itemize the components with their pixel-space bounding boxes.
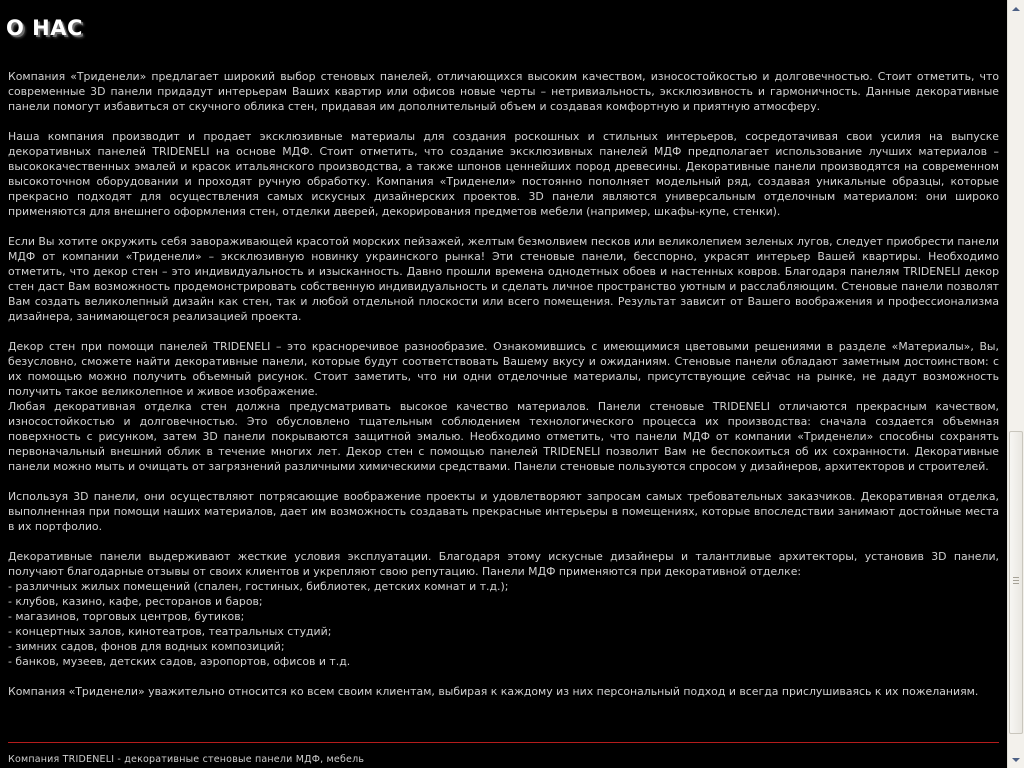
scrollbar-thumb[interactable] [1009,431,1023,734]
arrow-up-icon [1012,7,1020,11]
paragraph-1: Компания «Триденели» предлагает широкий выбор стеновых панелей, отличающихся высоким качеством, износостойкостью и долговечностью. Стоит отметить, что современные 3D панели придадут интерьерам Ваших квартир или офисов новые черты – нетривиальность, эксклюзивность и гармоничность. Данные декоративные панели помогут избавиться от скучного облика стен, придавая им дополнительный объем и создавая комфортную и приятную атмосферу. [8,70,999,113]
list-item: - концертных залов, кинотеатров, театральных студий; [8,625,332,638]
footer-divider [8,742,999,743]
paragraph-5: Любая декоративная отделка стен должна предусматривать высокое качество материалов. Панели стеновые TRIDENELI отличаются прекрасным качеством, износостойкостью и долговечностью. Это обусловлено тщательным соблюдением технологического процесса их производства: сначала создается объемная поверхность с рисунком, затем 3D панели покрываются защитной эмалью. Необходимо отметить, что панели МДФ от компании «Триденели» способны сохранять первоначальный внешний облик в течение многих лет. Декор стен с помощью панелей TRIDENELI позволит Вам не беспокоиться об их сохранности. Декоративные панели можно мыть и очищать от загрязнений различными химическими средствами. Панели стеновые пользуются спросом у дизайнеров, архитекторов и строителей. [8,400,999,473]
paragraph-4: Декор стен при помощи панелей TRIDENELI – это красноречивое разнообразие. Ознакомившись с имеющимися цветовыми решениями в разделе «Материалы», Вы, безусловно, сможете найти декоративные панели, которые будут соответствовать Вашему вкусу и ожиданиям. Стеновые панели обладают заметным достоинством: с их помощью можно получить объемный рисунок. Стоит заметить, что ни одни отделочные материалы, присутствующие сейчас на рынке, не дадут возможность получить такое великолепное и живое изображение. [8,340,999,398]
page-title: О НАС [6,16,83,40]
list-item: - клубов, казино, кафе, ресторанов и баров; [8,595,263,608]
grip-icon [1013,577,1019,587]
about-article [8,69,999,699]
paragraph-2: Наша компания производит и продает эксклюзивные материалы для создания роскошных и стильных интерьеров, сосредотачивая свои усилия на выпуске декоративных панелей TRIDENELI на основе МДФ. Стоит отметить, что создание эксклюзивных панелей МДФ предполагает использование лучших материалов – высококачественных эмалей и красок итальянского производства, а также шпонов ценнейших пород древесины. Декоративные панели производятся на современном высокоточном оборудовании и проходят ручную обработку. Компания «Триденели» постоянно пополняет модельный ряд, создавая уникальные образцы, которые прекрасно подходят для осуществления самых искусных дизайнерских проектов. 3D панели являются универсальным отделочным материалом: они широко применяются для внешнего оформления стен, отделки дверей, декорирования предметов мебели (например, шкафы-купе, стенки). [8,130,999,218]
paragraph-3: Если Вы хотите окружить себя завораживающей красотой морских пейзажей, желтым безмолвием песков или великолепием зеленых лугов, следует приобрести панели МДФ от компании «Триденели» – эксклюзивную новинку украинского рынка! Эти стеновые панели, бесспорно, украсят интерьер Вашей квартиры. Необходимо отметить, что декор стен – это индивидуальность и изысканность. Давно прошли времена однодетных обоев и настенных ковров. Благодаря панелям TRIDENELI декор стен даст Вам возможность продемонстрировать собственную индивидуальность и сделать личное пространство уютным и расслабляющим. Стеновые панели позволят Вам создать великолепный дизайн как стен, так и любой отдельной плоскости или всего помещения. Результат зависит от Вашего воображения и профессионализма дизайнера, занимающегося реализацией проекта. [8,235,999,323]
footer-text: Компания TRIDENELI - декоративные стеновые панели МДФ, мебель [8,754,365,765]
paragraph-7: Декоративные панели выдерживают жесткие условия эксплуатации. Благодаря этому искусные дизайнеры и талантливые архитекторы, установив 3D панели, получают благодарные отзывы от своих клиентов и укрепляют свою репутацию. Панели МДФ применяются при декоративной отделке: [8,550,999,578]
list-item: - магазинов, торговых центров, бутиков; [8,610,245,623]
scroll-up-button[interactable] [1008,0,1024,17]
application-list [8,579,999,669]
paragraph-6: Используя 3D панели, они осуществляют потрясающие воображение проекты и удовлетворяют запросам самых требовательных заказчиков. Декоративная отделка, выполненная при помощи наших материалов, дает им возможность создавать прекрасные интерьеры в помещениях, которые впоследствии занимают достойные места в их портфолио. [8,490,999,533]
list-item: - различных жилых помещений (спален, гостиных, библиотек, детских комнат и т.д.); [8,580,509,593]
list-item: - банков, музеев, детских садов, аэропортов, офисов и т.д. [8,655,351,668]
scroll-down-button[interactable] [1008,751,1024,768]
vertical-scrollbar[interactable] [1007,0,1024,768]
paragraph-8: Компания «Триденели» уважительно относится ко всем своим клиентам, выбирая к каждому из них персональный подход и всегда прислушиваясь к их пожеланиям. [8,685,979,698]
list-item: - зимних садов, фонов для водных композиций; [8,640,285,653]
arrow-down-icon [1012,758,1020,762]
